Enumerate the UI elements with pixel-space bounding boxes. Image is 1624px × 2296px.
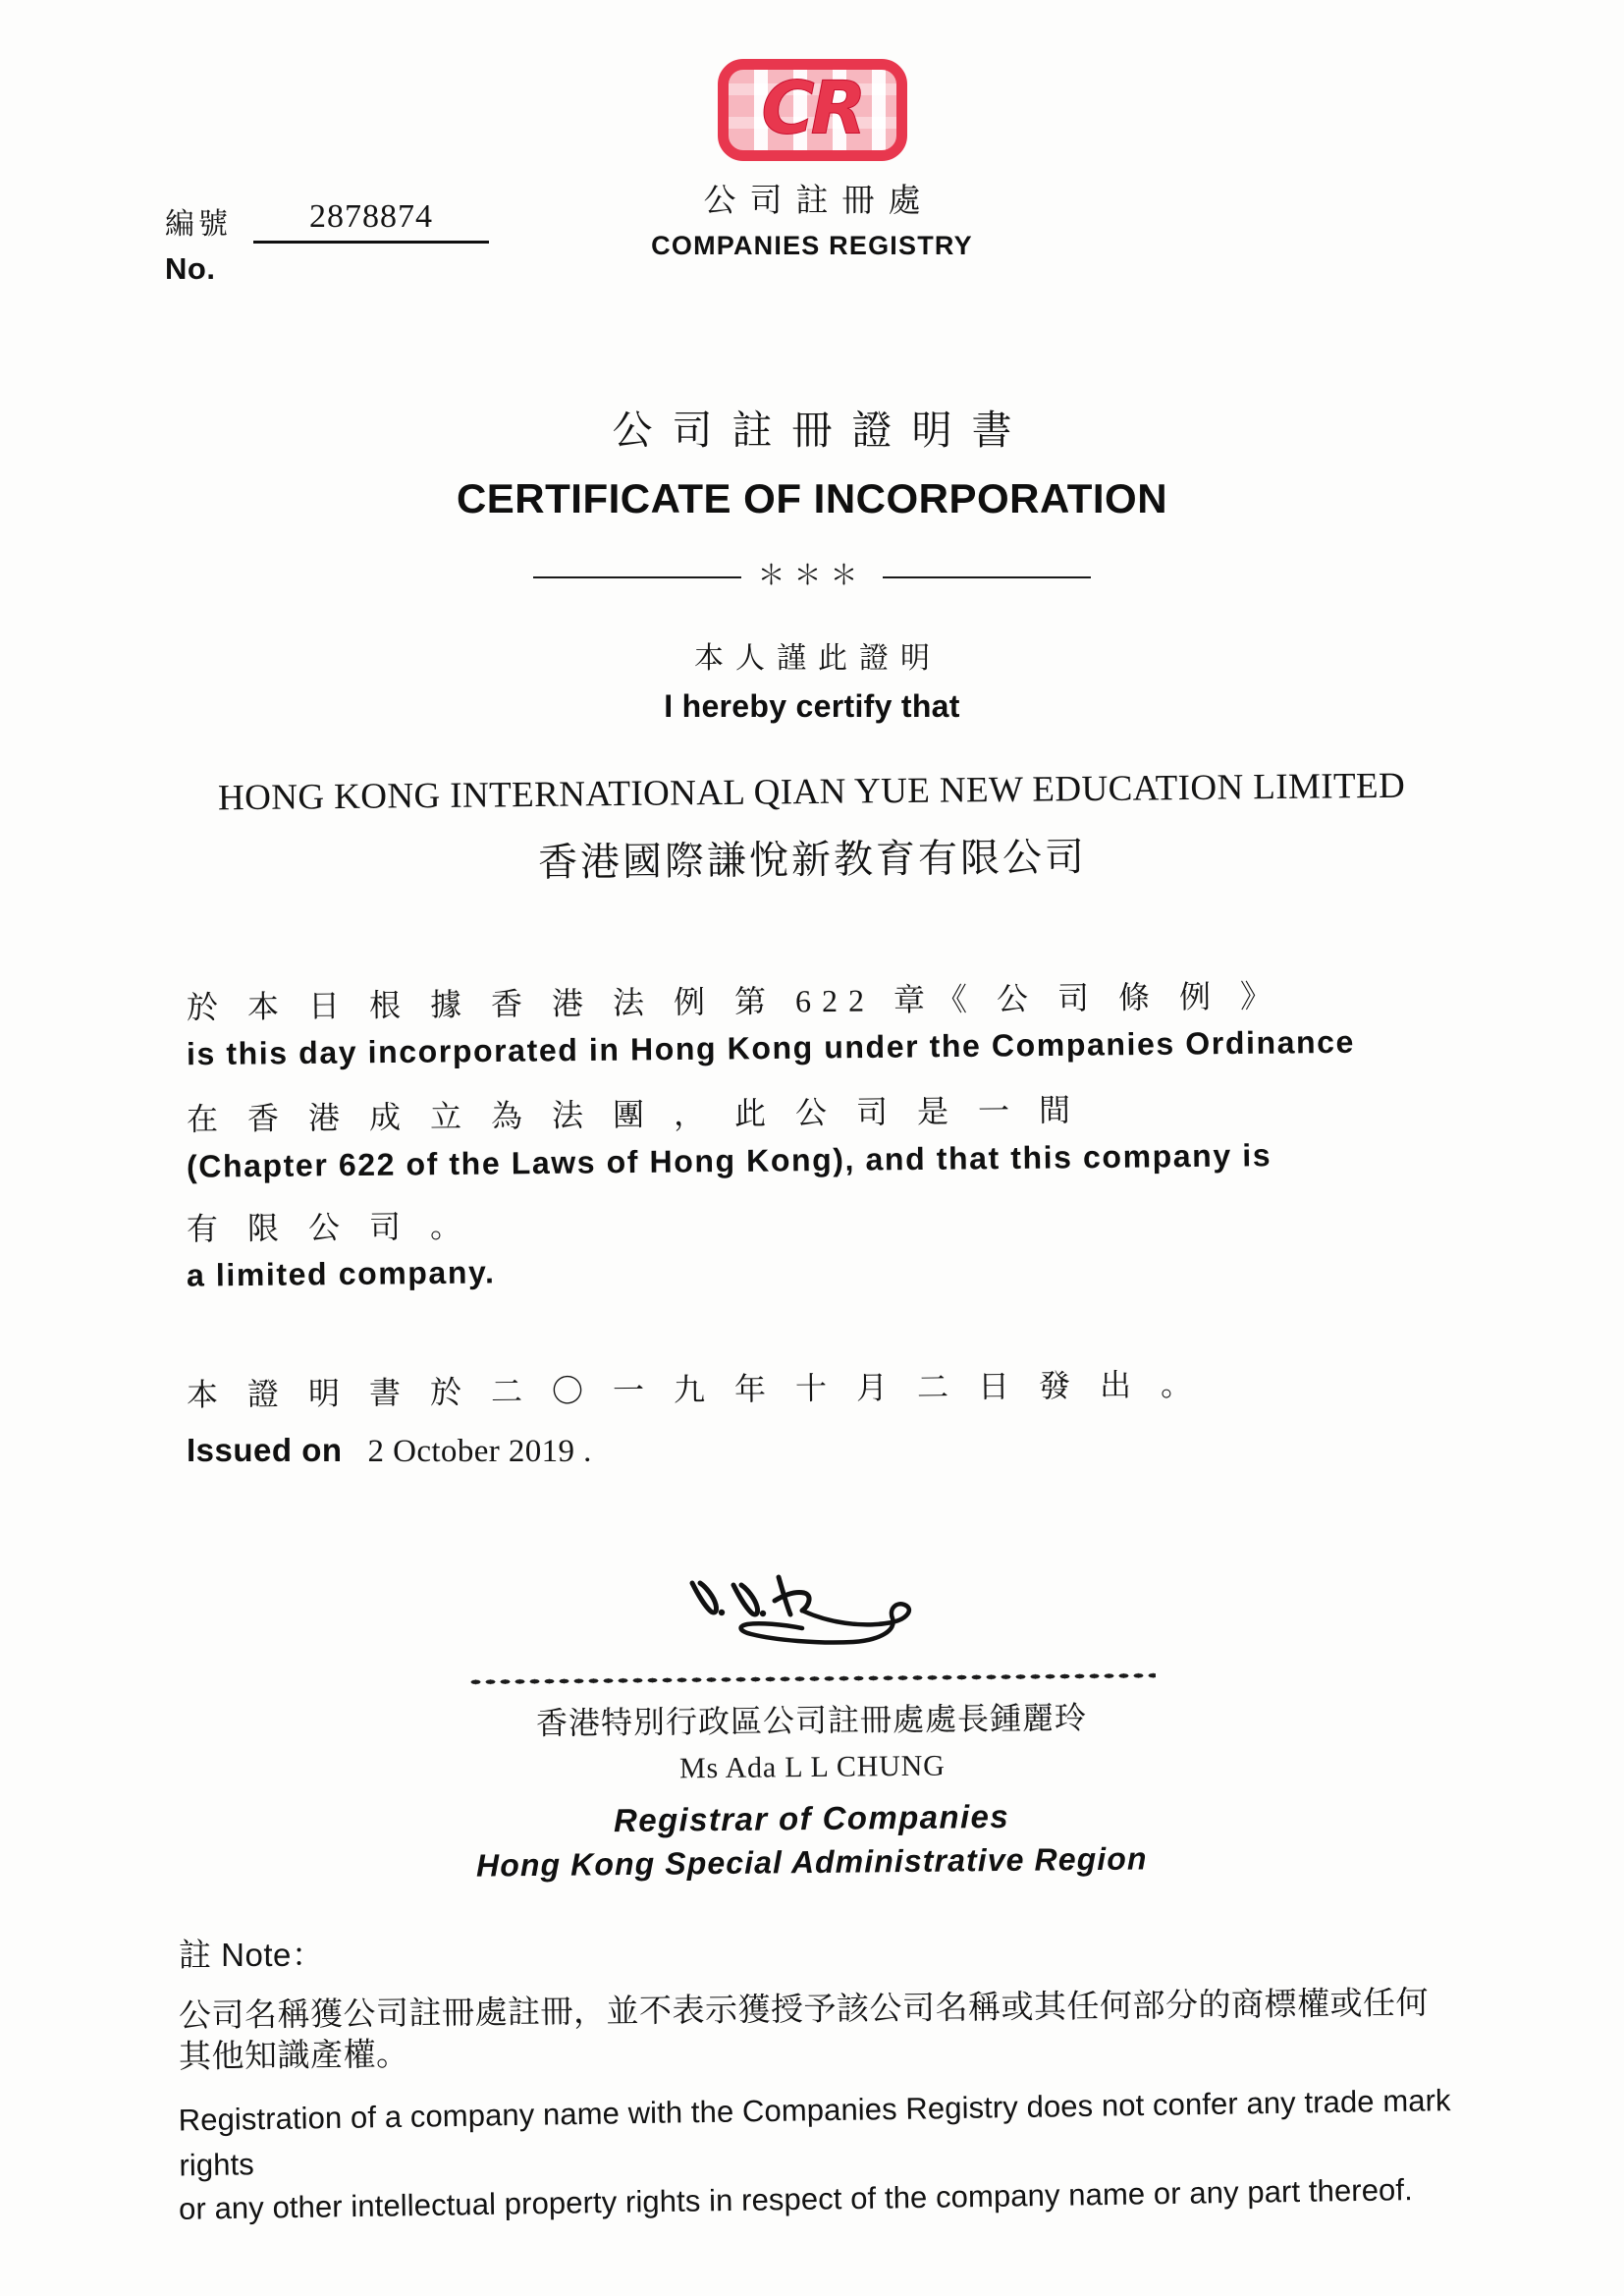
statement-paragraph <box>186 1090 1473 1184</box>
note-english-line2: or any other intellectual property rights in respect of the company name or any part thereof. <box>178 2172 1414 2227</box>
registrar-title-line1: Registrar of Companies <box>614 1797 1010 1839</box>
issue-date-block <box>187 1365 1473 1470</box>
company-name-chinese: 香港國際謙悅新教育有限公司 <box>537 835 1087 885</box>
certify-statement-chinese: 本人謹此證明 <box>694 642 942 675</box>
certificate-title-block <box>0 398 1624 597</box>
statement-line-chinese: 於 本 日 根 據 香 港 法 例 第 622 章《 公 司 條 例 》 <box>186 978 1283 1025</box>
handwritten-signature <box>0 1552 1624 1669</box>
statement-line-chinese: 有 限 公 司 。 <box>186 1208 473 1247</box>
cr-logo-text: CR <box>761 66 863 151</box>
statement-paragraph <box>186 977 1473 1072</box>
title-chinese: 公司註冊證明書 <box>612 408 1032 453</box>
note-chinese-line1: 公司名稱獲公司註冊處註冊，並不表示獲授予該公司名稱或其任何部分的商標權或任何 <box>178 1986 1430 2035</box>
divider-rule-right <box>883 576 1091 578</box>
incorporation-statement-block <box>187 977 1473 1316</box>
cr-logo-icon <box>718 59 907 161</box>
number-label-english: No. <box>165 251 216 286</box>
signature-icon <box>635 1561 989 1669</box>
note-chinese-line2: 其他知識產權。 <box>178 2037 409 2076</box>
statement-line-english: is this day incorporated in Hong Kong under the Companies Ordinance <box>186 1023 1356 1072</box>
statement-line-english: (Chapter 622 of the Laws of Hong Kong), and that this company is <box>186 1137 1272 1184</box>
divider-stars: ＊＊＊ <box>757 561 867 591</box>
issue-date-english-row <box>187 1432 1473 1470</box>
company-name-block <box>0 765 1624 885</box>
registry-name-chinese: 公司註冊處 <box>703 184 935 219</box>
note-english-line1: Registration of a company name with the Companies Registry does not confer any trade mark rights <box>178 2082 1451 2183</box>
registrar-name-chinese: 香港特別行政區公司註冊處處長鍾麗玲 <box>536 1700 1088 1741</box>
signature-dotted-rule <box>468 1672 1156 1686</box>
note-heading: 註 Note： <box>179 1937 325 1973</box>
document-header <box>0 59 1624 334</box>
statement-line-chinese: 在 香 港 成 立 為 法 團 ， 此 公 司 是 一 間 <box>186 1092 1082 1137</box>
issue-date-chinese: 本 證 明 書 於 二 〇 一 九 年 十 月 二 日 發 出 。 <box>186 1366 1204 1413</box>
number-label-chinese: 編號 <box>165 208 232 241</box>
title-english: CERTIFICATE OF INCORPORATION <box>456 475 1168 521</box>
certify-statement-block <box>0 633 1624 725</box>
divider-rule-left <box>533 576 741 578</box>
statement-line-english: a limited company. <box>186 1254 496 1293</box>
certificate-number-value: 2878874 <box>309 198 433 235</box>
registrar-name-english: Ms Ada L L CHUNG <box>678 1749 946 1785</box>
registrar-title-line2: Hong Kong Special Administrative Region <box>476 1840 1148 1884</box>
issued-on-label: Issued on <box>187 1432 343 1468</box>
footnote-block <box>178 1930 1485 2227</box>
registry-logo-block <box>0 59 1624 261</box>
statement-paragraph <box>187 1203 1473 1292</box>
issued-on-date: 2 October 2019 . <box>367 1434 592 1469</box>
signature-block <box>0 1552 1624 1884</box>
registry-name-english: COMPANIES REGISTRY <box>651 231 973 260</box>
title-divider <box>0 558 1624 597</box>
company-name-english: HONG KONG INTERNATIONAL QIAN YUE NEW EDUCATION LIMITED <box>218 765 1406 819</box>
certify-statement-english: I hereby certify that <box>664 688 960 724</box>
